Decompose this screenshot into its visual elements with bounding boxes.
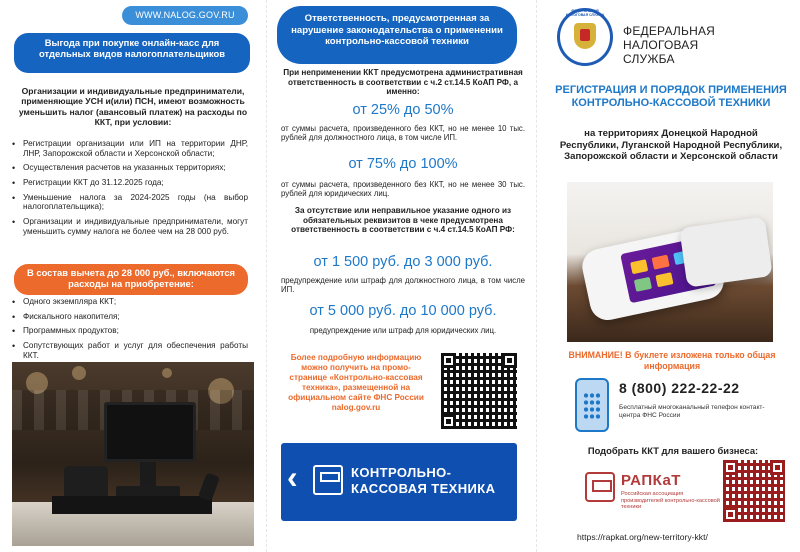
left-panel <box>0 0 266 552</box>
rapkat-qr-code[interactable] <box>723 460 785 522</box>
fine-range-4: от 5 000 руб. до 10 000 руб. <box>309 303 497 319</box>
rapkat-link[interactable]: https://rapkat.org/new-territory-kkt/ <box>577 532 708 542</box>
barcode-scanner <box>198 472 220 501</box>
list-item: • Одного экземпляра ККТ; <box>12 297 248 307</box>
rapkat-description: Российская ассоциация производителей контрольно-кассовой техники <box>621 491 720 511</box>
right-panel <box>536 0 800 552</box>
chevron-left-icon: ‹ <box>287 459 298 495</box>
cash-register-icon <box>313 465 343 495</box>
booklet-title: РЕГИСТРАЦИЯ И ПОРЯДОК ПРИМЕНЕНИЯ КОНТРОЛЬНО-КАССОВОЙ ТЕХНИКИ <box>555 84 787 110</box>
list-item: • Фискального накопителя; <box>12 312 248 322</box>
pos-monitor <box>104 402 196 462</box>
requisites-intro: За отсутствие или неправильное указание одного из обязательных реквизитов в чеке предусмотрена ответственность в соответствии с ч.4 ст.14.5 КоАП РФ: <box>291 206 515 235</box>
card-terminal-photo <box>567 182 773 342</box>
fine-range-2: от 75% до 100% <box>348 156 458 172</box>
list-item: • Регистрации ККТ до 31.12.2025 года; <box>12 178 248 188</box>
list-item: • Организации и индивидуальные предприниматели, могут уменьшить сумму налога не более чем на 28 000 руб. <box>12 217 248 236</box>
fns-emblem-icon <box>557 8 613 66</box>
middle-panel <box>266 0 536 552</box>
agency-name: ФЕДЕРАЛЬНАЯ НАЛОГОВАЯ СЛУЖБА <box>623 24 716 67</box>
list-item: • Осуществления расчетов на указанных территориях; <box>12 163 248 173</box>
receipt-printer <box>64 466 108 500</box>
fine-range-1: от 25% до 50% <box>352 102 454 118</box>
kkt-promo-banner[interactable] <box>281 443 517 521</box>
liability-intro: При неприменении ККТ предусмотрена административная ответственность в соответствии с ч.2 ст.14.5 КоАП РФ, а именно: <box>283 68 523 97</box>
benefit-banner: Выгода при покупке онлайн-касс для отдельных видов налогоплательщиков <box>14 33 250 73</box>
rapkat-name: РАПКаТ <box>621 472 681 489</box>
hotline-number[interactable]: 8 (800) 222-22-22 <box>619 380 740 396</box>
list-item: • Уменьшение налога за 2024-2025 годы (на выбор налогоплательщика); <box>12 193 248 212</box>
kkt-banner-label: КОНТРОЛЬНО-КАССОВАЯ ТЕХНИКА <box>351 465 496 497</box>
fine-range-4-desc: предупреждение или штраф для юридических лиц. <box>309 326 497 335</box>
fine-range-3: от 1 500 руб. до 3 000 руб. <box>313 254 493 270</box>
fine-range-3-desc: предупреждение или штраф для должностного лица, в том числе ИП. <box>281 276 525 295</box>
list-item: • Регистрации организации или ИП на территории ДНР, ЛНР, Запорожской области и Херсонской области; <box>12 139 248 158</box>
emblem-ring-text: ФЕДЕРАЛЬНАЯ НАЛОГОВАЯ СЛУЖБА <box>565 9 605 17</box>
second-terminal <box>679 216 773 287</box>
fine-range-2-desc: от суммы расчета, произведенного без ККТ, но не менее 30 тыс. рублей для юридических лиц. <box>281 180 525 199</box>
deduction-banner: В состав вычета до 28 000 руб., включаются расходы на приобретение: <box>14 264 248 295</box>
expenses-list <box>12 297 248 365</box>
phone-keypad-icon <box>575 378 609 432</box>
conditions-list <box>12 139 248 241</box>
rapkat-logo-icon <box>585 472 615 502</box>
pick-kkt-label: Подобрать ККТ для вашего бизнеса: <box>587 445 759 456</box>
website-pill[interactable]: WWW.NALOG.GOV.RU <box>122 6 248 25</box>
intro-text: Организации и индивидуальные предприниматели, применяющие УСН и(или) ПСН, имеют возможность уменьшить налог (авансовый платеж) на расходы по ККТ, при условии: <box>18 86 248 127</box>
fine-range-1-desc: от суммы расчета, произведенного без ККТ, но не менее 10 тыс. рублей для должностного лица, в том числе ИП. <box>281 124 525 143</box>
pos-terminal-photo <box>12 362 254 546</box>
booklet-subtitle: на территориях Донецкой Народной Республики, Луганской Народной Республики, Запорожской области и Херсонской области <box>559 128 783 163</box>
attention-note: ВНИМАНИЕ! В буклете изложена только общая информация <box>568 350 776 371</box>
list-item: • Сопутствующих работ и услуг для обеспечения работы ККТ. <box>12 341 248 360</box>
qr-code[interactable] <box>441 353 517 429</box>
list-item: • Программных продуктов; <box>12 326 248 336</box>
promo-text: Более подробную информацию можно получить на промо-странице «Контрольно-кассовая техника», размещенной на официальном сайте ФНС России nalog.gov.ru <box>288 353 424 412</box>
liability-banner: Ответственность, предусмотренная за нарушение законодательства о применении контрольно-кассовой техники <box>277 6 517 64</box>
cash-drawer <box>52 496 212 514</box>
hotline-note: Бесплатный многоканальный телефон контакт-центра ФНС России <box>619 404 765 420</box>
